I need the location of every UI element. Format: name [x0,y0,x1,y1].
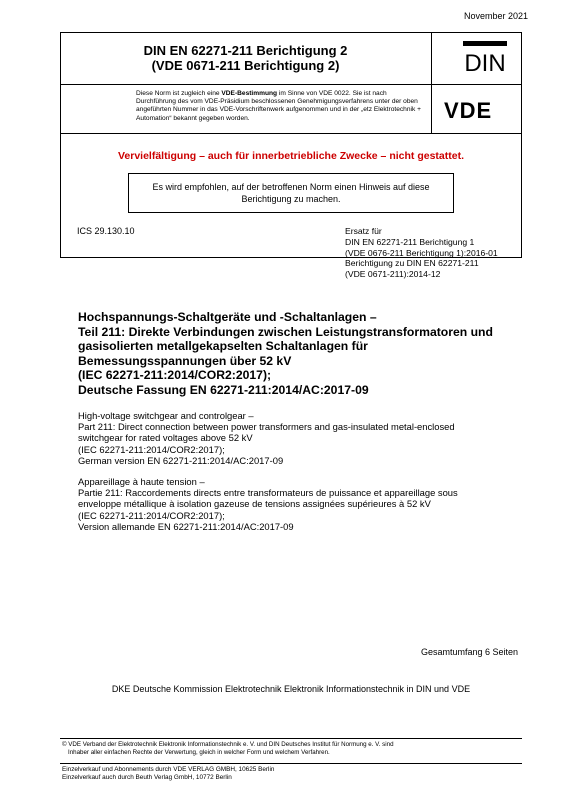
title-line: Appareillage à haute tension – [78,476,205,487]
title-line: Bemessungsspannungen über 52 kV [78,353,292,368]
title-line: Teil 211: Direkte Verbindungen zwischen Leistungstransformatoren und [78,324,493,339]
title-line: Hochspannungs-Schaltgeräte und -Schaltanlagen – [78,310,377,324]
document-number-line2: (VDE 0671-211 Berichtigung 2) [151,58,340,73]
title-line: (IEC 62271-211:2014/COR2:2017); [78,509,225,521]
replacement-line: DIN EN 62271-211 Berichtigung 1 [345,236,475,247]
sales-line: Einzelverkauf auch durch Beuth Verlag GmbH, 10772 Berlin [62,774,232,781]
header-divider-bottom [60,133,522,134]
copyright-line: © VDE Verband der Elektrotechnik Elektronik Informationstechnik e. V. und DIN Deutsches Institut für Normung e. V. sind [62,741,394,748]
document-number-title [60,32,432,84]
ics-code: ICS 29.130.10 [77,226,135,236]
din-logo [462,40,508,76]
german-title [78,310,518,397]
reproduction-warning: Vervielfältigung – auch für innerbetriebliche Zwecke – nicht gestattet. [117,150,464,162]
footer-divider-bottom [60,763,522,764]
title-line: Version allemande EN 62271-211:2014/AC:2017-09 [78,520,294,532]
svg-text:DIN: DIN [464,50,506,76]
english-title [78,410,518,466]
sales-info [62,766,274,782]
title-line: Deutsche Fassung EN 62271-211:2014/AC:2017-09 [78,382,369,397]
dke-commission: DKE Deutsche Kommission Elektrotechnik Elektronik Informationstechnik in DIN und VDE [111,684,471,694]
title-line: Part 211: Direct connection between power transformers and gas-insulated metal-enclosed [78,421,455,433]
title-line: (IEC 62271-211:2014/COR2:2017); [78,443,225,455]
vde-logo: VDE [444,98,493,123]
recommendation-note: Es wird empfohlen, auf der betroffenen Norm einen Hinweis auf diese Berichtigung zu machen. [128,173,454,213]
title-line: High-voltage switchgear and controlgear – [78,410,254,421]
footer-divider [60,738,522,739]
replacement-line: Ersatz für [345,226,382,236]
publication-date: November 2021 [463,11,528,21]
title-line: (IEC 62271-211:2014/COR2:2017); [78,368,272,382]
copyright-line: Inhaber aller einfachen Rechte der Verwertung, gleich in welcher Form und welchem Verfahren. [68,748,330,756]
replacement-line: Berichtigung zu DIN EN 62271-211 [345,258,479,269]
replacement-info [345,226,498,280]
sales-line: Einzelverkauf und Abonnements durch VDE VERLAG GMBH, 10625 Berlin [62,766,275,773]
title-line: gasisolierten metallgekapselten Schaltanlagen für [78,339,368,353]
french-title [78,476,523,532]
title-line: Partie 211: Raccordements directs entre transformateurs de puissance et appareillage sous [78,487,458,499]
vde-regulation-notice: Diese Norm ist zugleich eine VDE-Bestimmung im Sinne von VDE 0022. Sie ist nach Durchführung des vom VDE-Präsidium beschlossenen Genehmigungsverfahrens unter der oben angeführten Nummer in das VDE-Vorschriftenwerk aufgenommen und in der „etz Elektrotechnik + Automation“ bekannt gegeben worden. [60,85,432,133]
replacement-line: (VDE 0671-211):2014-12 [345,269,441,280]
page-count: Gesamtumfang 6 Seiten [420,647,518,657]
title-line: German version EN 62271-211:2014/AC:2017-09 [78,454,284,466]
title-line: switchgear for rated voltages above 52 kV [78,432,253,444]
copyright-notice [62,741,492,756]
replacement-line: (VDE 0676-211 Berichtigung 1):2016-01 [345,247,498,258]
document-number-line1: DIN EN 62271-211 Berichtigung 2 [143,43,348,58]
title-line: enveloppe métallique à isolation gazeuse de tensions assignées supérieures à 52 kV [78,498,431,510]
